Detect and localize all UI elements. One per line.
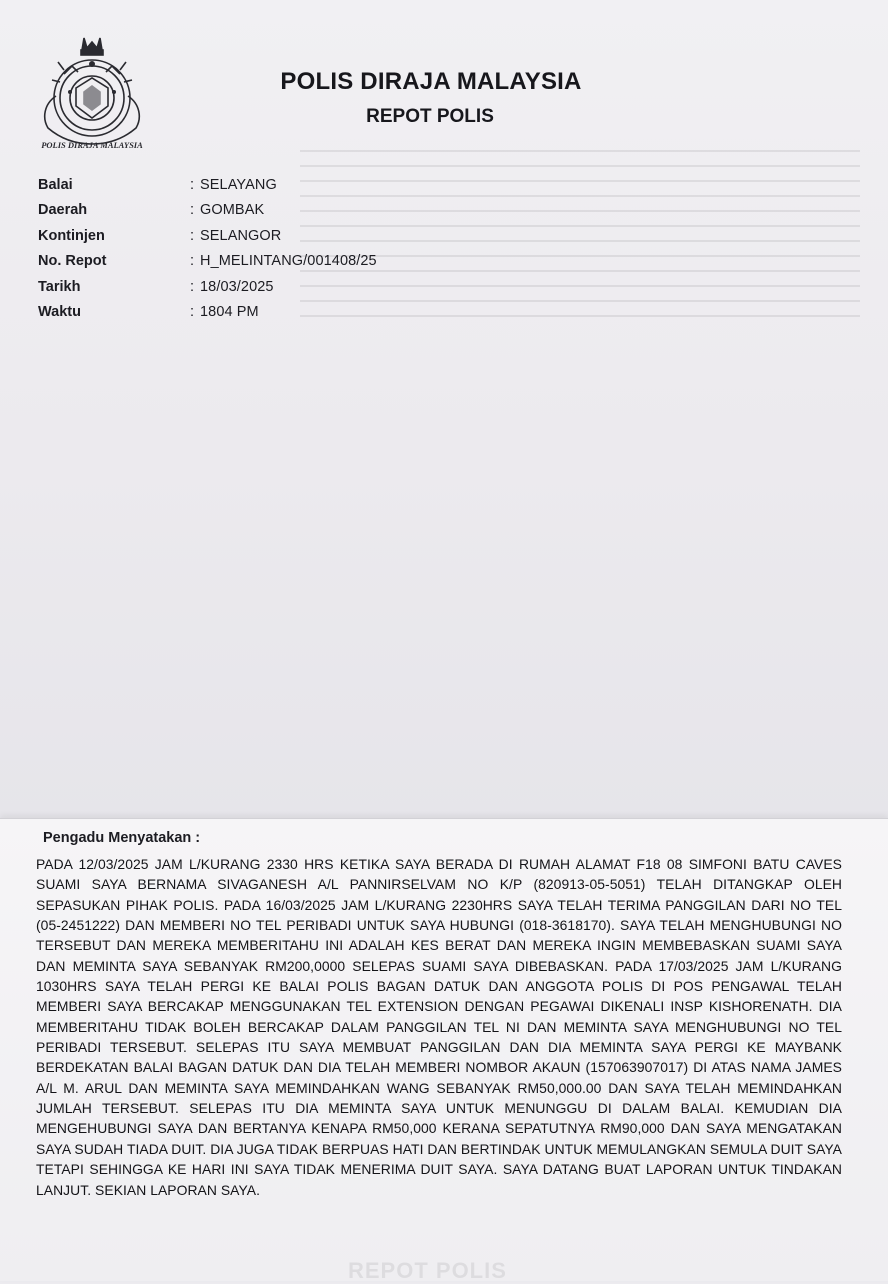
detail-row-tarikh: [38, 274, 458, 300]
crest-text: POLIS DIRAJA MALAYSIA: [41, 140, 143, 150]
page-subtitle: REPOT POLIS: [366, 106, 494, 127]
detail-separator: :: [190, 202, 195, 219]
detail-separator: :: [190, 278, 195, 295]
detail-separator: :: [190, 253, 195, 270]
detail-label: Kontinjen: [38, 227, 105, 244]
detail-separator: :: [190, 227, 195, 244]
detail-value: GOMBAK: [200, 202, 265, 219]
detail-label: Daerah: [38, 202, 88, 219]
detail-row-no-repot: [38, 249, 458, 275]
complainant-statement: [36, 830, 842, 1200]
detail-separator: :: [190, 304, 195, 321]
detail-label: Waktu: [38, 304, 81, 321]
detail-row-balai: [38, 172, 458, 198]
detail-value: SELANGOR: [200, 227, 282, 244]
detail-value: H_MELINTANG/001408/25: [200, 253, 377, 270]
detail-label: No. Repot: [38, 253, 107, 270]
detail-value: 18/03/2025: [200, 278, 274, 295]
report-details: [38, 172, 458, 325]
bleed-through-footer: REPOT POLIS: [348, 1258, 507, 1283]
detail-value: 1804 PM: [200, 304, 259, 321]
detail-label: Balai: [38, 176, 73, 193]
report-header: [0, 68, 860, 128]
detail-label: Tarikh: [38, 278, 81, 295]
statement-heading: Pengadu Menyatakan :: [43, 830, 201, 846]
detail-row-kontinjen: [38, 223, 458, 249]
detail-value: SELAYANG: [200, 176, 277, 193]
detail-row-daerah: [38, 198, 458, 224]
page-title: POLIS DIRAJA MALAYSIA: [280, 68, 582, 95]
detail-separator: :: [190, 176, 195, 193]
statement-body: PADA 12/03/2025 JAM L/KURANG 2330 HRS KETIKA SAYA BERADA DI RUMAH ALAMAT F18 08 SIMFONI BATU CAVES SUAMI SAYA BERNAMA SIVAGANESH A/L PANNIRSELVAM NO K/P (820913-05-5051) TELAH DITANGKAP OLEH SEPASUKAN PIHAK POLIS. PADA 16/03/2025 JAM L/KURANG 2230HRS SAYA TELAH TERIMA PANGGILAN DARI NO TEL (05-2451222) DAN MEMBERI NO TEL PERIBADI UNTUK SAYA HUBUNGI (018-3618170). SAYA TELAH MENGHUBUNGI NO TERSEBUT DAN MEREKA MEMBERITAHU INI ADALAH KES BERAT DAN MEREKA INGIN MEMBEBASKAN SUAMI SAYA DAN MEMINTA SAYA SEBANYAK RM200,0000 SELEPAS SUAMI SAYA DIBEBASKAN. PADA 17/03/2025 JAM L/KURANG 1030HRS SAYA TELAH PERGI KE BALAI POLIS BAGAN DATUK DAN ANGGOTA POLIS DI POS PENGAWAL TELAH MEMBERI SAYA BERCAKAP MENGGUNAKAN TEL EXTENSION DENGAN PEGAWAI DIKENALI INSP KISHORENATH. DIA MEMBERITAHU TIDAK BOLEH BERCAKAP DALAM PANGGILAN TEL NI DAN MEMINTA SAYA MENGHUBUNGI NO TEL PERIBADI TERSEBUT. SELEPAS ITU SAYA MEMBUAT PANGGILAN DAN DIA MEMINTA SAYA PERGI KE MAYBANK BERDEKATAN BALAI BAGAN DATUK DAN DIA TELAH MEMBERI NOMBOR AKAUN (157063907017) DI ATAS NAMA JAMES A/L M. ARUL DAN MEMINTA SAYA MEMINDAHKAN WANG SEBANYAK RM50,000.00 DAN SAYA TELAH MEMINDAHKAN JUMLAH TERSEBUT. SELEPAS ITU DIA MEMINTA SAYA UNTUK MENUNGGU DI DALAM BALAI. KEMUDIAN DIA MENGEHUBUNGI SAYA DAN BERTANYA KENAPA RM50,000 KERANA SEPATUTNYA RM90,000 DAN SAYA MENGATAKAN SAYA SUDAH TIADA DUIT. DIA JUGA TIDAK BERPUAS HATI DAN BERTINDAK UNTUK MEMULANGKAN SEMULA DUIT SAYA TETAPI SEHINGGA KE HARI INI SAYA TIDAK MENERIMA DUIT SAYA. SAYA DATANG BUAT LAPORAN UNTUK TINDAKAN LANJUT. SEKIAN LAPORAN SAYA.: [36, 856, 842, 1198]
detail-row-waktu: [38, 300, 458, 326]
